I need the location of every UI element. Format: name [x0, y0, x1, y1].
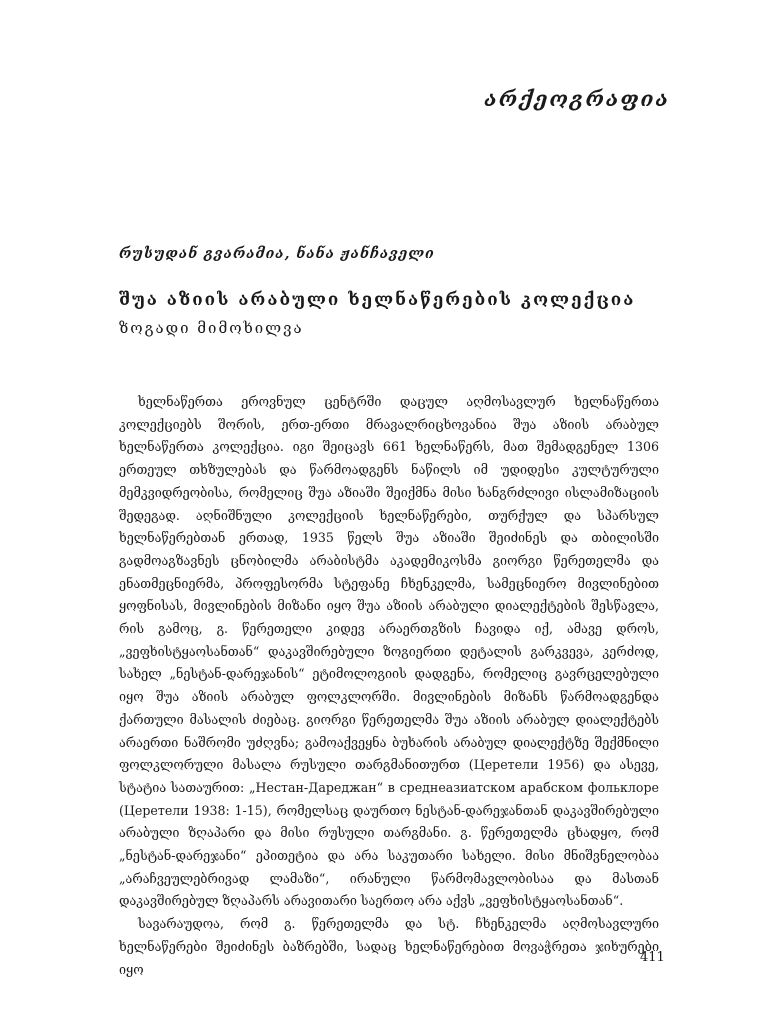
page-number: 411: [640, 950, 665, 965]
article-title: შუა აზიის არაბული ხელნაწერების კოლექცია: [119, 290, 636, 310]
article-body: [119, 391, 659, 981]
section-title: არქეოგრაფია: [484, 86, 670, 111]
article-subtitle: ზოგადი მიმოხილვა: [119, 319, 304, 337]
paragraph: სავარაუდოა, რომ გ. წერეთელმა და სტ. ჩხენკელმა აღმოსავლური ხელნაწერები შეიძინეს ბაზრებში, სადაც ხელნაწერებით მოვაჭრეთა ჯიხურები იყო: [119, 916, 659, 977]
article-authors: რუსუდან გვარამია, ნანა ჟანჩაველი: [119, 246, 435, 262]
paragraph: ხელნაწერთა ეროვნულ ცენტრში დაცულ აღმოსავლურ ხელნაწერთა კოლექციებს შორის, ერთ-ერთი მრავალრიცხოვანია შუა აზიის არაბულ ხელნაწერთა კოლექცია. იგი შეიცავს 661 ხელნაწერს, მათ შემადგენელ 1306 ერთეულ თხზულებას და წარმოადგენს ნაწილს იმ უდიდესი კულტურული მემკვიდრეობისა, რომელიც შუა აზიაში შეიქმნა მისი ხანგრძლივი ისლამიზაციის შედეგად. აღნიშნული კოლექციის ხელნაწერები, თურქულ და სპარსულ ხელნაწერებთან ერთად, 1935 წელს შუა აზიაში შეიძინეს და თბილისში გადმოაგზავნეს ცნობილმა არაბისტმა აკადემიკოსმა გიორგი წერეთელმა და ენათმეცნიერმა, პროფესორმა სტეფანე ჩხენკელმა, სამეცნიერო მივლინებით ყოფნისას, მივლინების მიზანი იყო შუა აზიის არაბული დიალექტების შესწავლა, რის გამოც, გ. წერეთელი კიდევ არაერთგზის ჩავიდა იქ, ამავე დროს, „ვეფხისტყაოსანთან“ დაკავშირებული ზოგიერთი დეტალის გარკვევა, კერძოდ, სახელ „ნესტან-დარეჯანის“ ეტიმოლოგიის დადგენა, რომელიც გავრცელებული იყო შუა აზიის არაბულ ფოლკლორში. მივლინების მიზანს წარმოადგენდა ქართული მასალის ძიებაც. გიორგი წერეთელმა შუა აზიის არაბულ დიალექტებს არაერთი ნაშრომი უძღვნა; გამოაქვეყნა ბუხარის არაბულ დიალექტზე შექმნილი ფოლკლორული მასალა რუსული თარგმანითურთ (Церетели 1956) და ასევე, სტატია სათაურით: „Нестан-Дареджан“ в среднеазиатском арабском фольклоре (Церетели 1938: 1-15), რომელსაც დაურთო ნესტან-დარეჯანთან დაკავშირებული არაბული ზღაპარი და მისი რუსული თარგმანი. გ. წერეთელმა ცხადყო, რომ „ნესტან-დარეჯანი“ ეპითეტია და არა საკუთარი სახელი. მისი მნიშვნელობაა „არაჩვეულებრივად ლამაზი“, ირანული წარმომავლობისაა და მასთან დაკავშირებულ ზღაპარს არავითარი საერთო არა აქვს „ვეფხისტყაოსანთან“.: [119, 394, 659, 909]
